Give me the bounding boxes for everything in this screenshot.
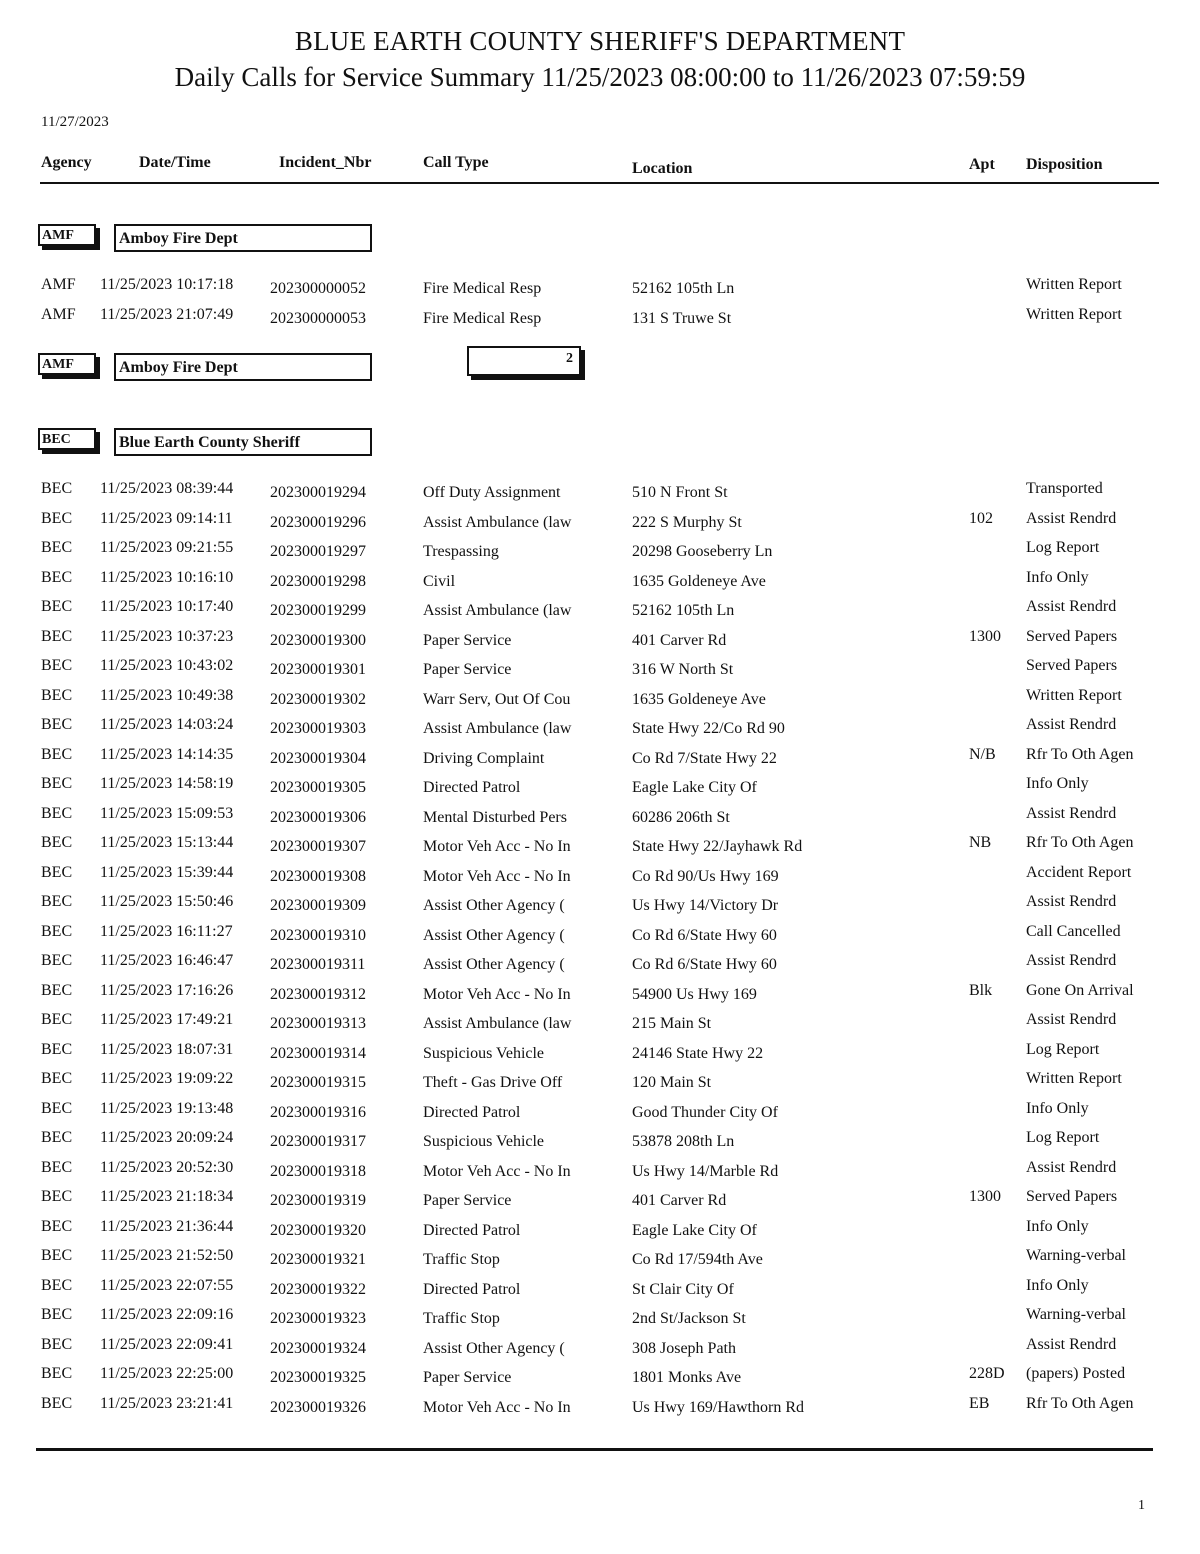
cell-incident: 202300019309: [270, 897, 366, 914]
cell-agency: BEC: [41, 952, 73, 969]
cell-calltype: Assist Other Agency (: [423, 1339, 565, 1357]
cell-datetime: 11/25/2023 15:09:53: [100, 804, 234, 822]
cell-disposition: Rfr To Oth Agen: [1026, 834, 1134, 851]
cell-agency: BEC: [41, 1070, 73, 1087]
table-row: [0, 805, 1200, 831]
cell-disposition: Assist Rendrd: [1026, 1335, 1117, 1353]
table-row: [0, 1041, 1200, 1067]
cell-disposition: Assist Rendrd: [1026, 952, 1117, 969]
table-row: [0, 1129, 1200, 1155]
cell-agency: BEC: [41, 598, 73, 615]
table-row: [0, 1070, 1200, 1096]
cell-datetime: 11/25/2023 15:39:44: [100, 863, 234, 881]
table-row: [0, 1011, 1200, 1037]
cell-agency: BEC: [41, 1188, 73, 1205]
cell-disposition: Written Report: [1026, 686, 1122, 704]
cell-agency: BEC: [41, 1099, 73, 1117]
cell-location: Co Rd 6/State Hwy 60: [632, 956, 777, 973]
cell-location: 2nd St/Jackson St: [632, 1310, 746, 1327]
cell-location: 215 Main St: [632, 1015, 712, 1032]
cell-calltype: Assist Other Agency (: [423, 956, 565, 973]
amf-call-count: 2: [467, 346, 581, 376]
cell-calltype: Warr Serv, Out Of Cou: [423, 690, 571, 708]
cell-location: Good Thunder City Of: [632, 1103, 778, 1121]
cell-location: 52162 105th Ln: [632, 280, 735, 297]
cell-datetime: 11/25/2023 10:16:10: [100, 568, 234, 586]
agency-code-box-amf: AMF: [38, 224, 96, 246]
column-header-calltype: Call Type: [423, 154, 489, 171]
cell-disposition: Assist Rendrd: [1026, 893, 1117, 910]
cell-apt: 228D: [969, 1365, 1005, 1382]
table-row: [0, 1188, 1200, 1214]
cell-datetime: 11/25/2023 14:14:35: [100, 745, 234, 763]
table-row: [0, 746, 1200, 772]
cell-incident: 202300000053: [270, 309, 366, 327]
cell-disposition: Assist Rendrd: [1026, 804, 1117, 822]
table-row: [0, 539, 1200, 565]
cell-incident: 202300019301: [270, 661, 366, 678]
cell-datetime: 11/25/2023 17:16:26: [100, 981, 234, 999]
cell-agency: BEC: [41, 1247, 73, 1264]
cell-location: Co Rd 7/State Hwy 22: [632, 749, 777, 767]
cell-agency: BEC: [41, 1158, 73, 1176]
cell-agency: BEC: [41, 1335, 73, 1353]
cell-incident: 202300000052: [270, 280, 366, 297]
agency-code-box-bec: BEC: [38, 428, 96, 450]
cell-calltype: Paper Service: [423, 661, 512, 678]
cell-apt: NB: [969, 834, 992, 851]
cell-agency: BEC: [41, 1217, 73, 1235]
table-row: [0, 1218, 1200, 1244]
cell-disposition: Written Report: [1026, 276, 1122, 293]
cell-location: 52162 105th Ln: [632, 602, 735, 619]
cell-incident: 202300019302: [270, 690, 366, 708]
cell-agency: BEC: [41, 568, 73, 586]
cell-incident: 202300019299: [270, 602, 366, 619]
cell-datetime: 11/25/2023 08:39:44: [100, 480, 234, 497]
agency-name-box-amf: Amboy Fire Dept: [114, 224, 372, 252]
cell-disposition: (papers) Posted: [1026, 1365, 1126, 1382]
cell-datetime: 11/25/2023 21:07:49: [100, 305, 234, 323]
cell-datetime: 11/25/2023 10:17:18: [100, 276, 234, 293]
table-row: [0, 687, 1200, 713]
table-row: [0, 510, 1200, 536]
cell-calltype: Theft - Gas Drive Off: [423, 1074, 563, 1091]
cell-disposition: Assist Rendrd: [1026, 716, 1117, 733]
cell-incident: 202300019307: [270, 838, 366, 855]
cell-location: State Hwy 22/Co Rd 90: [632, 720, 785, 737]
cell-apt: N/B: [969, 745, 996, 763]
table-row: [0, 628, 1200, 654]
cell-datetime: 11/25/2023 09:21:55: [100, 539, 234, 556]
cell-incident: 202300019308: [270, 867, 366, 885]
cell-agency: BEC: [41, 1365, 73, 1382]
table-row: [0, 923, 1200, 949]
cell-location: 1801 Monks Ave: [632, 1369, 742, 1386]
table-row: [0, 893, 1200, 919]
cell-disposition: Assist Rendrd: [1026, 1011, 1117, 1028]
cell-datetime: 11/25/2023 15:50:46: [100, 893, 234, 910]
cell-disposition: Call Cancelled: [1026, 922, 1121, 940]
cell-incident: 202300019322: [270, 1280, 366, 1298]
cell-location: 1635 Goldeneye Ave: [632, 690, 766, 708]
cell-incident: 202300019305: [270, 779, 366, 796]
cell-location: 53878 208th Ln: [632, 1133, 735, 1150]
cell-location: 308 Joseph Path: [632, 1339, 736, 1357]
cell-datetime: 11/25/2023 16:46:47: [100, 952, 234, 969]
table-row: [0, 1277, 1200, 1303]
cell-agency: BEC: [41, 1306, 73, 1323]
cell-location: Co Rd 17/594th Ave: [632, 1251, 763, 1268]
cell-disposition: Info Only: [1026, 1276, 1089, 1294]
cell-calltype: Trespassing: [423, 543, 499, 560]
cell-disposition: Served Papers: [1026, 657, 1118, 674]
cell-disposition: Info Only: [1026, 1217, 1089, 1235]
cell-location: 222 S Murphy St: [632, 513, 742, 531]
report-subtitle: Daily Calls for Service Summary 11/25/2023 08:00:00 to 11/26/2023 07:59:59: [174, 62, 1026, 92]
cell-apt: EB: [969, 1394, 990, 1412]
cell-calltype: Assist Ambulance (law: [423, 513, 572, 531]
cell-agency: BEC: [41, 863, 73, 881]
cell-calltype: Traffic Stop: [423, 1251, 500, 1268]
report-title: BLUE EARTH COUNTY SHERIFF'S DEPARTMENT: [294, 26, 906, 56]
table-row: [0, 952, 1200, 978]
cell-agency: BEC: [41, 657, 73, 674]
cell-agency: BEC: [41, 627, 73, 645]
cell-calltype: Directed Patrol: [423, 779, 521, 796]
cell-agency: BEC: [41, 745, 73, 763]
cell-disposition: Log Report: [1026, 1129, 1100, 1146]
cell-calltype: Fire Medical Resp: [423, 280, 542, 297]
column-header-datetime: Date/Time: [139, 154, 211, 171]
cell-location: 54900 Us Hwy 169: [632, 985, 757, 1003]
cell-datetime: 11/25/2023 19:13:48: [100, 1099, 234, 1117]
cell-calltype: Fire Medical Resp: [423, 309, 542, 327]
cell-calltype: Suspicious Vehicle: [423, 1044, 545, 1062]
cell-calltype: Motor Veh Acc - No In: [423, 1162, 571, 1180]
cell-calltype: Directed Patrol: [423, 1221, 521, 1239]
cell-location: 120 Main St: [632, 1074, 712, 1091]
table-row: [0, 276, 1200, 302]
cell-location: St Clair City Of: [632, 1280, 734, 1298]
cell-location: Co Rd 90/Us Hwy 169: [632, 867, 779, 885]
cell-agency: BEC: [41, 1276, 73, 1294]
cell-calltype: Assist Ambulance (law: [423, 602, 572, 619]
page-number: 1: [1138, 1498, 1145, 1513]
cell-calltype: Paper Service: [423, 1192, 512, 1209]
cell-datetime: 11/25/2023 10:49:38: [100, 686, 234, 704]
column-header-location: Location: [632, 160, 693, 177]
cell-agency: AMF: [41, 305, 76, 323]
cell-datetime: 11/25/2023 22:07:55: [100, 1276, 234, 1294]
cell-location: 1635 Goldeneye Ave: [632, 572, 766, 590]
table-row: [0, 657, 1200, 683]
cell-location: 60286 206th St: [632, 808, 730, 826]
cell-apt: Blk: [969, 981, 993, 999]
cell-datetime: 11/25/2023 19:09:22: [100, 1070, 234, 1087]
cell-datetime: 11/25/2023 22:09:41: [100, 1335, 234, 1353]
cell-agency: BEC: [41, 804, 73, 822]
cell-datetime: 11/25/2023 21:52:50: [100, 1247, 234, 1264]
cell-datetime: 11/25/2023 20:09:24: [100, 1129, 234, 1146]
cell-agency: BEC: [41, 893, 73, 910]
cell-disposition: Log Report: [1026, 1040, 1100, 1058]
cell-agency: AMF: [41, 276, 76, 293]
cell-agency: BEC: [41, 716, 73, 733]
cell-disposition: Log Report: [1026, 539, 1100, 556]
cell-agency: BEC: [41, 539, 73, 556]
cell-agency: BEC: [41, 480, 73, 497]
cell-calltype: Directed Patrol: [423, 1103, 521, 1121]
cell-location: 401 Carver Rd: [632, 631, 727, 649]
cell-datetime: 11/25/2023 10:37:23: [100, 627, 234, 645]
table-row: [0, 1395, 1200, 1421]
cell-incident: 202300019318: [270, 1162, 366, 1180]
cell-datetime: 11/25/2023 10:43:02: [100, 657, 234, 674]
cell-incident: 202300019306: [270, 808, 366, 826]
cell-disposition: Info Only: [1026, 568, 1089, 586]
cell-datetime: 11/25/2023 21:36:44: [100, 1217, 234, 1235]
footer-divider: [36, 1448, 1153, 1451]
cell-disposition: Warning-verbal: [1026, 1247, 1126, 1264]
cell-calltype: Assist Other Agency (: [423, 897, 565, 914]
cell-agency: BEC: [41, 834, 73, 851]
cell-datetime: 11/25/2023 10:17:40: [100, 598, 234, 615]
cell-agency: BEC: [41, 509, 73, 527]
cell-location: 20298 Gooseberry Ln: [632, 543, 773, 560]
cell-location: 401 Carver Rd: [632, 1192, 727, 1209]
cell-location: Us Hwy 169/Hawthorn Rd: [632, 1398, 804, 1416]
cell-disposition: Served Papers: [1026, 627, 1118, 645]
cell-location: Us Hwy 14/Marble Rd: [632, 1162, 779, 1180]
cell-agency: BEC: [41, 775, 73, 792]
table-row: [0, 1336, 1200, 1362]
cell-disposition: Warning-verbal: [1026, 1306, 1126, 1323]
cell-incident: 202300019315: [270, 1074, 366, 1091]
cell-incident: 202300019304: [270, 749, 366, 767]
cell-incident: 202300019321: [270, 1251, 366, 1268]
cell-incident: 202300019326: [270, 1398, 366, 1416]
cell-disposition: Gone On Arrival: [1026, 981, 1134, 999]
cell-calltype: Traffic Stop: [423, 1310, 500, 1327]
cell-incident: 202300019303: [270, 720, 366, 737]
cell-incident: 202300019294: [270, 484, 366, 501]
cell-incident: 202300019300: [270, 631, 366, 649]
cell-datetime: 11/25/2023 14:58:19: [100, 775, 234, 792]
cell-incident: 202300019324: [270, 1339, 366, 1357]
cell-agency: BEC: [41, 686, 73, 704]
cell-disposition: Assist Rendrd: [1026, 598, 1117, 615]
agency-name-box-bec: Blue Earth County Sheriff: [114, 428, 372, 456]
cell-disposition: Info Only: [1026, 775, 1089, 792]
cell-location: Co Rd 6/State Hwy 60: [632, 926, 777, 944]
cell-datetime: 11/25/2023 22:09:16: [100, 1306, 234, 1323]
cell-disposition: Assist Rendrd: [1026, 509, 1117, 527]
cell-incident: 202300019323: [270, 1310, 366, 1327]
cell-agency: BEC: [41, 981, 73, 999]
cell-disposition: Written Report: [1026, 1070, 1122, 1087]
cell-calltype: Motor Veh Acc - No In: [423, 867, 571, 885]
cell-location: 24146 State Hwy 22: [632, 1044, 764, 1062]
table-row: [0, 306, 1200, 332]
report-date: 11/27/2023: [41, 114, 109, 130]
cell-location: State Hwy 22/Jayhawk Rd: [632, 838, 803, 855]
cell-calltype: Directed Patrol: [423, 1280, 521, 1298]
cell-apt: 1300: [969, 1188, 1001, 1205]
cell-datetime: 11/25/2023 17:49:21: [100, 1011, 234, 1028]
cell-disposition: Rfr To Oth Agen: [1026, 1394, 1134, 1412]
cell-incident: 202300019311: [270, 956, 366, 973]
cell-calltype: Civil: [423, 572, 456, 590]
table-row: [0, 775, 1200, 801]
cell-incident: 202300019312: [270, 985, 366, 1003]
cell-calltype: Driving Complaint: [423, 749, 545, 767]
cell-calltype: Off Duty Assignment: [423, 484, 561, 501]
cell-calltype: Assist Other Agency (: [423, 926, 565, 944]
cell-disposition: Info Only: [1026, 1099, 1089, 1117]
cell-incident: 202300019297: [270, 543, 366, 560]
cell-datetime: 11/25/2023 23:21:41: [100, 1394, 234, 1412]
cell-datetime: 11/25/2023 22:25:00: [100, 1365, 234, 1382]
table-row: [0, 716, 1200, 742]
cell-incident: 202300019313: [270, 1015, 366, 1032]
table-row: [0, 480, 1200, 506]
cell-disposition: Accident Report: [1026, 863, 1132, 881]
table-row: [0, 598, 1200, 624]
cell-datetime: 11/25/2023 21:18:34: [100, 1188, 234, 1205]
cell-apt: 102: [969, 509, 993, 527]
cell-incident: 202300019310: [270, 926, 366, 944]
agency-footer-name-box-amf: Amboy Fire Dept: [114, 353, 372, 381]
cell-agency: BEC: [41, 1394, 73, 1412]
cell-disposition: Assist Rendrd: [1026, 1158, 1117, 1176]
cell-agency: BEC: [41, 1129, 73, 1146]
cell-datetime: 11/25/2023 14:03:24: [100, 716, 234, 733]
cell-location: Eagle Lake City Of: [632, 1221, 757, 1239]
cell-disposition: Transported: [1026, 480, 1103, 497]
table-row: [0, 1247, 1200, 1273]
column-header-apt: Apt: [969, 156, 995, 173]
table-row: [0, 569, 1200, 595]
cell-calltype: Paper Service: [423, 1369, 512, 1386]
cell-incident: 202300019298: [270, 572, 366, 590]
table-row: [0, 1365, 1200, 1391]
cell-location: Us Hwy 14/Victory Dr: [632, 897, 779, 914]
cell-calltype: Paper Service: [423, 631, 512, 649]
cell-agency: BEC: [41, 922, 73, 940]
table-row: [0, 864, 1200, 890]
cell-agency: BEC: [41, 1040, 73, 1058]
cell-calltype: Mental Disturbed Pers: [423, 808, 567, 826]
cell-apt: 1300: [969, 627, 1001, 645]
cell-datetime: 11/25/2023 18:07:31: [100, 1040, 234, 1058]
cell-location: 131 S Truwe St: [632, 309, 732, 327]
cell-datetime: 11/25/2023 09:14:11: [100, 509, 233, 527]
table-row: [0, 1306, 1200, 1332]
column-header-agency: Agency: [41, 154, 92, 171]
cell-calltype: Assist Ambulance (law: [423, 720, 572, 737]
cell-calltype: Suspicious Vehicle: [423, 1133, 545, 1150]
column-header-disposition: Disposition: [1026, 156, 1103, 173]
column-header-incident: Incident_Nbr: [279, 154, 372, 171]
table-row: [0, 1159, 1200, 1185]
cell-calltype: Motor Veh Acc - No In: [423, 985, 571, 1003]
cell-disposition: Written Report: [1026, 305, 1122, 323]
cell-incident: 202300019314: [270, 1044, 366, 1062]
table-row: [0, 834, 1200, 860]
table-row: [0, 982, 1200, 1008]
cell-disposition: Rfr To Oth Agen: [1026, 745, 1134, 763]
cell-incident: 202300019317: [270, 1133, 366, 1150]
cell-location: Eagle Lake City Of: [632, 779, 757, 796]
cell-incident: 202300019325: [270, 1369, 366, 1386]
agency-footer-code-box-amf: AMF: [38, 353, 96, 375]
cell-incident: 202300019316: [270, 1103, 366, 1121]
cell-location: 510 N Front St: [632, 484, 728, 501]
cell-incident: 202300019319: [270, 1192, 366, 1209]
cell-incident: 202300019320: [270, 1221, 366, 1239]
cell-disposition: Served Papers: [1026, 1188, 1118, 1205]
cell-datetime: 11/25/2023 16:11:27: [100, 922, 233, 940]
cell-incident: 202300019296: [270, 513, 366, 531]
cell-datetime: 11/25/2023 15:13:44: [100, 834, 234, 851]
table-row: [0, 1100, 1200, 1126]
cell-calltype: Motor Veh Acc - No In: [423, 1398, 571, 1416]
cell-datetime: 11/25/2023 20:52:30: [100, 1158, 234, 1176]
cell-location: 316 W North St: [632, 661, 734, 678]
cell-calltype: Motor Veh Acc - No In: [423, 838, 571, 855]
cell-agency: BEC: [41, 1011, 73, 1028]
header-divider: [40, 182, 1159, 184]
cell-calltype: Assist Ambulance (law: [423, 1015, 572, 1032]
